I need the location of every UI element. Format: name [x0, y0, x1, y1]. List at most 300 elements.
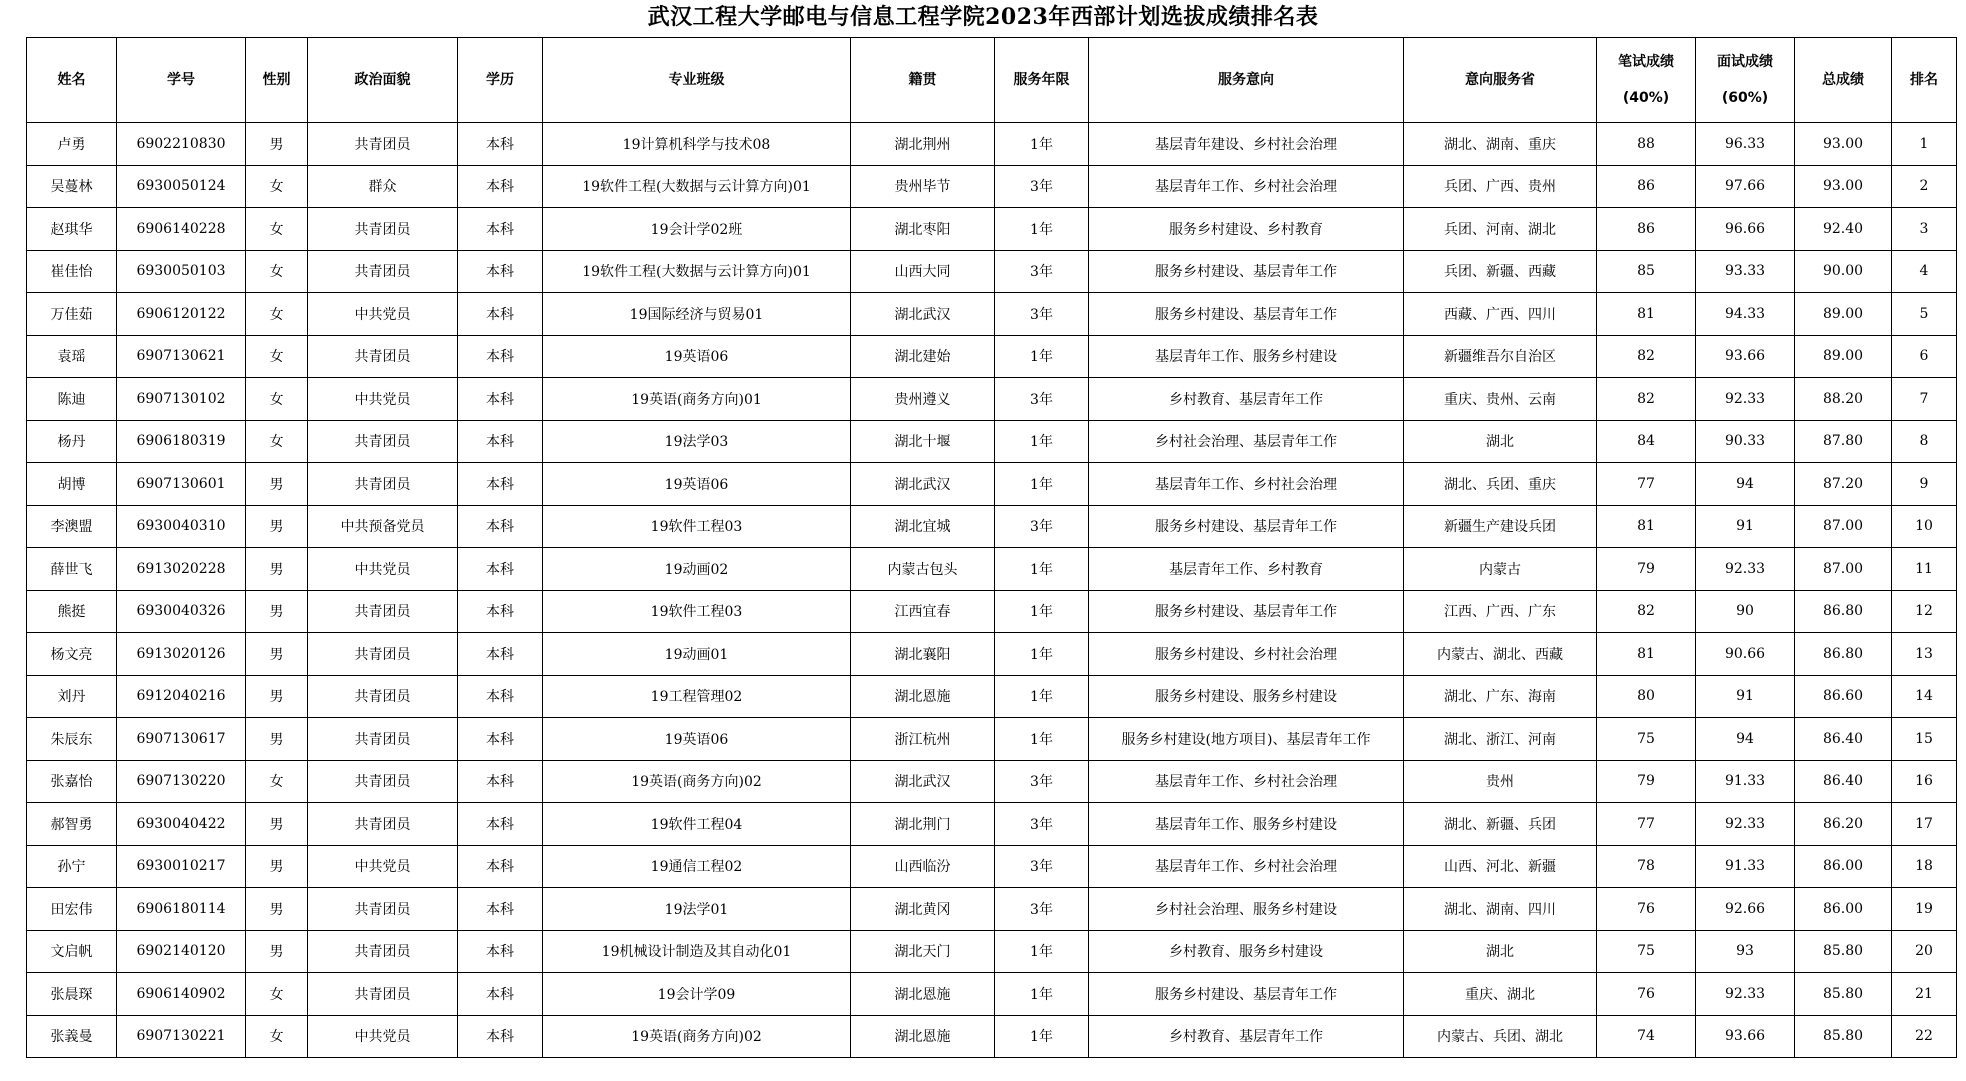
cell-gender: 男: [246, 930, 308, 973]
cell-political-status: 共青团员: [308, 930, 458, 973]
cell-rank: 4: [1892, 250, 1957, 293]
cell-service-intention: 服务乡村建设、乡村教育: [1089, 208, 1404, 251]
cell-service-years: 1年: [995, 718, 1089, 761]
cell-rank: 16: [1892, 760, 1957, 803]
cell-student-id: 6930050103: [117, 250, 246, 293]
cell-written-score: 81: [1597, 293, 1696, 336]
cell-rank: 18: [1892, 845, 1957, 888]
cell-rank: 6: [1892, 335, 1957, 378]
cell-interview-score: 91.33: [1696, 760, 1795, 803]
cell-written-score: 76: [1597, 973, 1696, 1016]
cell-service-years: 3年: [995, 250, 1089, 293]
cell-total-score: 92.40: [1795, 208, 1892, 251]
cell-major-class: 19会计学02班: [543, 208, 851, 251]
column-header-major-class: [543, 38, 851, 123]
cell-service-intention: 基层青年建设、乡村社会治理: [1089, 123, 1404, 166]
cell-written-score: 86: [1597, 165, 1696, 208]
cell-education: 本科: [458, 505, 543, 548]
cell-intended-province: 西藏、广西、四川: [1404, 293, 1597, 336]
cell-total-score: 86.00: [1795, 888, 1892, 931]
cell-intended-province: 湖北: [1404, 930, 1597, 973]
cell-political-status: 中共党员: [308, 378, 458, 421]
table-row: [27, 548, 1957, 591]
cell-interview-score: 93.66: [1696, 1015, 1795, 1058]
cell-rank: 9: [1892, 463, 1957, 506]
column-header-label: 籍贯: [908, 72, 937, 88]
cell-rank: 22: [1892, 1015, 1957, 1058]
cell-political-status: 共青团员: [308, 208, 458, 251]
column-header-rank: [1892, 38, 1957, 123]
cell-major-class: 19英语(商务方向)02: [543, 1015, 851, 1058]
table-row: [27, 803, 1957, 846]
cell-major-class: 19动画01: [543, 633, 851, 676]
cell-total-score: 86.80: [1795, 633, 1892, 676]
cell-major-class: 19英语06: [543, 335, 851, 378]
cell-service-intention: 服务乡村建设、基层青年工作: [1089, 973, 1404, 1016]
cell-service-years: 3年: [995, 165, 1089, 208]
cell-total-score: 87.20: [1795, 463, 1892, 506]
cell-service-intention: 基层青年工作、服务乡村建设: [1089, 803, 1404, 846]
table-body: [27, 123, 1957, 1058]
cell-interview-score: 91.33: [1696, 845, 1795, 888]
cell-education: 本科: [458, 930, 543, 973]
cell-hometown: 湖北宜城: [851, 505, 995, 548]
cell-political-status: 中共党员: [308, 1015, 458, 1058]
cell-total-score: 85.80: [1795, 1015, 1892, 1058]
cell-name: 郝智勇: [27, 803, 117, 846]
column-header-political-status: [308, 38, 458, 123]
cell-written-score: 85: [1597, 250, 1696, 293]
cell-education: 本科: [458, 1015, 543, 1058]
column-header-label: 专业班级: [668, 72, 725, 88]
cell-intended-province: 湖北、广东、海南: [1404, 675, 1597, 718]
cell-written-score: 81: [1597, 505, 1696, 548]
cell-name: 文启帆: [27, 930, 117, 973]
cell-interview-score: 91: [1696, 675, 1795, 718]
document-title: 武汉工程大学邮电与信息工程学院2023年西部计划选拔成绩排名表: [647, 4, 1319, 30]
column-header-label: 面试成绩: [1717, 54, 1773, 70]
cell-total-score: 89.00: [1795, 293, 1892, 336]
column-header-service-intention: [1089, 38, 1404, 123]
cell-gender: 男: [246, 675, 308, 718]
cell-hometown: 湖北武汉: [851, 293, 995, 336]
cell-hometown: 湖北恩施: [851, 973, 995, 1016]
cell-service-years: 3年: [995, 803, 1089, 846]
cell-service-intention: 基层青年工作、乡村社会治理: [1089, 760, 1404, 803]
cell-service-years: 3年: [995, 845, 1089, 888]
column-header-intended-province: [1404, 38, 1597, 123]
cell-student-id: 6930040326: [117, 590, 246, 633]
cell-interview-score: 93: [1696, 930, 1795, 973]
cell-interview-score: 92.33: [1696, 973, 1795, 1016]
cell-major-class: 19英语(商务方向)02: [543, 760, 851, 803]
cell-service-years: 3年: [995, 378, 1089, 421]
cell-education: 本科: [458, 420, 543, 463]
column-header-label: 总成绩: [1822, 72, 1864, 88]
cell-major-class: 19法学03: [543, 420, 851, 463]
cell-name: 张嘉怡: [27, 760, 117, 803]
cell-total-score: 86.80: [1795, 590, 1892, 633]
cell-gender: 女: [246, 760, 308, 803]
cell-gender: 男: [246, 888, 308, 931]
cell-intended-province: 湖北、湖南、四川: [1404, 888, 1597, 931]
cell-political-status: 共青团员: [308, 590, 458, 633]
cell-intended-province: 新疆维吾尔自治区: [1404, 335, 1597, 378]
cell-major-class: 19通信工程02: [543, 845, 851, 888]
cell-name: 朱辰东: [27, 718, 117, 761]
cell-service-intention: 乡村教育、服务乡村建设: [1089, 930, 1404, 973]
cell-total-score: 93.00: [1795, 165, 1892, 208]
column-header-student-id: [117, 38, 246, 123]
cell-student-id: 6906120122: [117, 293, 246, 336]
cell-total-score: 86.60: [1795, 675, 1892, 718]
cell-written-score: 84: [1597, 420, 1696, 463]
cell-name: 孙宁: [27, 845, 117, 888]
cell-major-class: 19英语(商务方向)01: [543, 378, 851, 421]
cell-rank: 7: [1892, 378, 1957, 421]
cell-name: 陈迪: [27, 378, 117, 421]
cell-education: 本科: [458, 845, 543, 888]
cell-gender: 女: [246, 420, 308, 463]
cell-major-class: 19国际经济与贸易01: [543, 293, 851, 336]
cell-education: 本科: [458, 590, 543, 633]
cell-interview-score: 91: [1696, 505, 1795, 548]
cell-service-years: 1年: [995, 1015, 1089, 1058]
cell-student-id: 6930050124: [117, 165, 246, 208]
cell-education: 本科: [458, 293, 543, 336]
cell-hometown: 湖北襄阳: [851, 633, 995, 676]
cell-service-years: 1年: [995, 335, 1089, 378]
cell-name: 张義曼: [27, 1015, 117, 1058]
cell-service-years: 3年: [995, 760, 1089, 803]
cell-student-id: 6913020228: [117, 548, 246, 591]
table-row: [27, 930, 1957, 973]
cell-written-score: 80: [1597, 675, 1696, 718]
cell-intended-province: 内蒙古、湖北、西藏: [1404, 633, 1597, 676]
table-row: [27, 505, 1957, 548]
cell-rank: 21: [1892, 973, 1957, 1016]
cell-hometown: 湖北荆州: [851, 123, 995, 166]
cell-name: 崔佳怡: [27, 250, 117, 293]
cell-gender: 男: [246, 590, 308, 633]
cell-education: 本科: [458, 760, 543, 803]
cell-service-years: 1年: [995, 675, 1089, 718]
cell-hometown: 贵州毕节: [851, 165, 995, 208]
column-header-name: [27, 38, 117, 123]
cell-written-score: 82: [1597, 590, 1696, 633]
cell-service-years: 1年: [995, 930, 1089, 973]
cell-written-score: 78: [1597, 845, 1696, 888]
cell-interview-score: 97.66: [1696, 165, 1795, 208]
cell-total-score: 85.80: [1795, 973, 1892, 1016]
cell-major-class: 19工程管理02: [543, 675, 851, 718]
cell-service-years: 3年: [995, 888, 1089, 931]
cell-interview-score: 90.33: [1696, 420, 1795, 463]
cell-intended-province: 贵州: [1404, 760, 1597, 803]
cell-student-id: 6907130621: [117, 335, 246, 378]
table-row: [27, 760, 1957, 803]
column-header-label: 学历: [486, 72, 514, 88]
cell-hometown: 江西宜春: [851, 590, 995, 633]
cell-education: 本科: [458, 250, 543, 293]
cell-intended-province: 新疆生产建设兵团: [1404, 505, 1597, 548]
cell-education: 本科: [458, 973, 543, 1016]
cell-education: 本科: [458, 335, 543, 378]
cell-major-class: 19动画02: [543, 548, 851, 591]
table-row: [27, 888, 1957, 931]
table-row: [27, 1015, 1957, 1058]
cell-name: 袁瑶: [27, 335, 117, 378]
column-header-label: 政治面貌: [354, 72, 411, 88]
cell-political-status: 共青团员: [308, 463, 458, 506]
cell-intended-province: 湖北: [1404, 420, 1597, 463]
cell-intended-province: 重庆、湖北: [1404, 973, 1597, 1016]
cell-name: 薛世飞: [27, 548, 117, 591]
table-row: [27, 378, 1957, 421]
cell-student-id: 6930040422: [117, 803, 246, 846]
cell-written-score: 77: [1597, 463, 1696, 506]
cell-total-score: 87.80: [1795, 420, 1892, 463]
cell-major-class: 19软件工程03: [543, 590, 851, 633]
cell-service-intention: 服务乡村建设、基层青年工作: [1089, 590, 1404, 633]
cell-political-status: 共青团员: [308, 973, 458, 1016]
column-header-interview-score: [1696, 38, 1795, 123]
cell-total-score: 93.00: [1795, 123, 1892, 166]
cell-interview-score: 90.66: [1696, 633, 1795, 676]
cell-service-years: 1年: [995, 123, 1089, 166]
cell-major-class: 19机械设计制造及其自动化01: [543, 930, 851, 973]
cell-name: 李澳盟: [27, 505, 117, 548]
column-header-weight: (40%): [1622, 90, 1670, 106]
cell-gender: 男: [246, 505, 308, 548]
column-header-label: 服务年限: [1013, 72, 1070, 88]
column-header-written-score: [1597, 38, 1696, 123]
cell-intended-province: 兵团、广西、贵州: [1404, 165, 1597, 208]
cell-written-score: 79: [1597, 548, 1696, 591]
cell-rank: 3: [1892, 208, 1957, 251]
cell-education: 本科: [458, 633, 543, 676]
cell-political-status: 共青团员: [308, 335, 458, 378]
cell-total-score: 86.40: [1795, 760, 1892, 803]
table-row: [27, 208, 1957, 251]
cell-intended-province: 湖北、兵团、重庆: [1404, 463, 1597, 506]
cell-interview-score: 94.33: [1696, 293, 1795, 336]
cell-political-status: 共青团员: [308, 718, 458, 761]
cell-rank: 10: [1892, 505, 1957, 548]
cell-rank: 13: [1892, 633, 1957, 676]
cell-gender: 女: [246, 293, 308, 336]
cell-student-id: 6906140902: [117, 973, 246, 1016]
cell-name: 赵琪华: [27, 208, 117, 251]
cell-name: 胡博: [27, 463, 117, 506]
column-header-label: 笔试成绩: [1618, 54, 1674, 70]
cell-major-class: 19计算机科学与技术08: [543, 123, 851, 166]
cell-service-intention: 服务乡村建设、基层青年工作: [1089, 250, 1404, 293]
table-row: [27, 165, 1957, 208]
cell-intended-province: 兵团、河南、湖北: [1404, 208, 1597, 251]
cell-written-score: 75: [1597, 718, 1696, 761]
cell-total-score: 89.00: [1795, 335, 1892, 378]
cell-gender: 男: [246, 463, 308, 506]
cell-student-id: 6907130102: [117, 378, 246, 421]
cell-name: 张晨琛: [27, 973, 117, 1016]
cell-written-score: 74: [1597, 1015, 1696, 1058]
cell-service-intention: 基层青年工作、乡村社会治理: [1089, 165, 1404, 208]
cell-interview-score: 92.33: [1696, 378, 1795, 421]
cell-service-intention: 服务乡村建设、服务乡村建设: [1089, 675, 1404, 718]
table-row: [27, 633, 1957, 676]
column-header-label: 服务意向: [1218, 72, 1274, 88]
cell-education: 本科: [458, 888, 543, 931]
cell-service-intention: 基层青年工作、服务乡村建设: [1089, 335, 1404, 378]
cell-intended-province: 江西、广西、广东: [1404, 590, 1597, 633]
cell-education: 本科: [458, 675, 543, 718]
cell-name: 田宏伟: [27, 888, 117, 931]
cell-written-score: 82: [1597, 335, 1696, 378]
table-row: [27, 420, 1957, 463]
cell-service-intention: 乡村社会治理、服务乡村建设: [1089, 888, 1404, 931]
cell-education: 本科: [458, 165, 543, 208]
cell-intended-province: 山西、河北、新疆: [1404, 845, 1597, 888]
cell-service-intention: 服务乡村建设、基层青年工作: [1089, 293, 1404, 336]
cell-student-id: 6906180319: [117, 420, 246, 463]
cell-rank: 8: [1892, 420, 1957, 463]
column-header-label: 性别: [262, 72, 291, 88]
cell-total-score: 86.00: [1795, 845, 1892, 888]
cell-rank: 19: [1892, 888, 1957, 931]
cell-education: 本科: [458, 123, 543, 166]
cell-hometown: 湖北枣阳: [851, 208, 995, 251]
cell-rank: 5: [1892, 293, 1957, 336]
cell-rank: 2: [1892, 165, 1957, 208]
cell-hometown: 内蒙古包头: [851, 548, 995, 591]
cell-major-class: 19英语06: [543, 718, 851, 761]
table-header-row: [27, 38, 1957, 123]
column-header-hometown: [851, 38, 995, 123]
cell-service-years: 1年: [995, 420, 1089, 463]
cell-education: 本科: [458, 718, 543, 761]
cell-political-status: 共青团员: [308, 888, 458, 931]
table-row: [27, 463, 1957, 506]
cell-written-score: 81: [1597, 633, 1696, 676]
cell-political-status: 共青团员: [308, 420, 458, 463]
cell-service-intention: 乡村教育、基层青年工作: [1089, 378, 1404, 421]
cell-name: 刘丹: [27, 675, 117, 718]
cell-political-status: 中共党员: [308, 845, 458, 888]
cell-gender: 男: [246, 633, 308, 676]
cell-major-class: 19软件工程04: [543, 803, 851, 846]
cell-student-id: 6907130221: [117, 1015, 246, 1058]
cell-service-years: 1年: [995, 548, 1089, 591]
cell-student-id: 6906180114: [117, 888, 246, 931]
cell-political-status: 中共党员: [308, 548, 458, 591]
cell-student-id: 6902210830: [117, 123, 246, 166]
cell-rank: 20: [1892, 930, 1957, 973]
cell-major-class: 19英语06: [543, 463, 851, 506]
table-row: [27, 718, 1957, 761]
cell-interview-score: 96.66: [1696, 208, 1795, 251]
cell-political-status: 共青团员: [308, 123, 458, 166]
cell-student-id: 6912040216: [117, 675, 246, 718]
cell-political-status: 共青团员: [308, 250, 458, 293]
cell-education: 本科: [458, 208, 543, 251]
cell-intended-province: 兵团、新疆、西藏: [1404, 250, 1597, 293]
cell-gender: 女: [246, 1015, 308, 1058]
cell-gender: 女: [246, 208, 308, 251]
cell-major-class: 19软件工程03: [543, 505, 851, 548]
table-row: [27, 675, 1957, 718]
cell-hometown: 湖北十堰: [851, 420, 995, 463]
cell-student-id: 6902140120: [117, 930, 246, 973]
cell-written-score: 77: [1597, 803, 1696, 846]
table-row: [27, 250, 1957, 293]
column-header-gender: [246, 38, 308, 123]
table-row: [27, 293, 1957, 336]
cell-total-score: 90.00: [1795, 250, 1892, 293]
table-row: [27, 335, 1957, 378]
cell-service-intention: 服务乡村建设、基层青年工作: [1089, 505, 1404, 548]
cell-rank: 1: [1892, 123, 1957, 166]
cell-written-score: 86: [1597, 208, 1696, 251]
cell-total-score: 86.40: [1795, 718, 1892, 761]
cell-gender: 男: [246, 845, 308, 888]
cell-written-score: 82: [1597, 378, 1696, 421]
cell-student-id: 6907130220: [117, 760, 246, 803]
cell-major-class: 19软件工程(大数据与云计算方向)01: [543, 165, 851, 208]
cell-interview-score: 90: [1696, 590, 1795, 633]
cell-gender: 女: [246, 335, 308, 378]
cell-political-status: 中共预备党员: [308, 505, 458, 548]
cell-written-score: 88: [1597, 123, 1696, 166]
cell-hometown: 湖北武汉: [851, 760, 995, 803]
cell-major-class: 19会计学09: [543, 973, 851, 1016]
cell-gender: 男: [246, 803, 308, 846]
cell-interview-score: 92.33: [1696, 803, 1795, 846]
cell-hometown: 山西临汾: [851, 845, 995, 888]
cell-service-intention: 服务乡村建设、乡村社会治理: [1089, 633, 1404, 676]
cell-service-intention: 乡村教育、基层青年工作: [1089, 1015, 1404, 1058]
cell-intended-province: 内蒙古、兵团、湖北: [1404, 1015, 1597, 1058]
cell-name: 吴蔓林: [27, 165, 117, 208]
cell-gender: 男: [246, 548, 308, 591]
column-header-weight: (60%): [1721, 90, 1769, 106]
cell-interview-score: 94: [1696, 463, 1795, 506]
cell-student-id: 6906140228: [117, 208, 246, 251]
cell-service-intention: 乡村社会治理、基层青年工作: [1089, 420, 1404, 463]
cell-student-id: 6907130601: [117, 463, 246, 506]
cell-hometown: 湖北荆门: [851, 803, 995, 846]
cell-political-status: 共青团员: [308, 803, 458, 846]
cell-political-status: 共青团员: [308, 633, 458, 676]
cell-education: 本科: [458, 548, 543, 591]
cell-written-score: 75: [1597, 930, 1696, 973]
cell-interview-score: 96.33: [1696, 123, 1795, 166]
cell-service-intention: 基层青年工作、乡村社会治理: [1089, 845, 1404, 888]
cell-gender: 男: [246, 123, 308, 166]
cell-hometown: 湖北武汉: [851, 463, 995, 506]
cell-rank: 17: [1892, 803, 1957, 846]
cell-interview-score: 93.33: [1696, 250, 1795, 293]
cell-gender: 女: [246, 165, 308, 208]
cell-hometown: 湖北黄冈: [851, 888, 995, 931]
cell-service-years: 3年: [995, 505, 1089, 548]
cell-student-id: 6907130617: [117, 718, 246, 761]
table-row: [27, 590, 1957, 633]
cell-total-score: 85.80: [1795, 930, 1892, 973]
cell-hometown: 湖北天门: [851, 930, 995, 973]
cell-service-years: 1年: [995, 973, 1089, 1016]
cell-rank: 11: [1892, 548, 1957, 591]
